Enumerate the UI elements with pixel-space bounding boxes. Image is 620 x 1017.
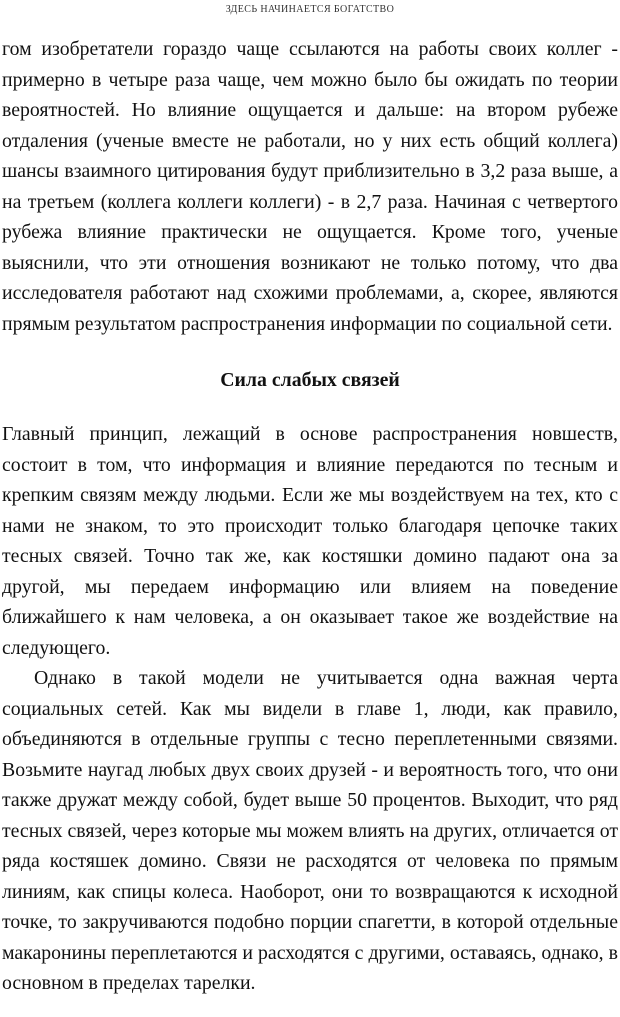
paragraph-2: Однако в такой модели не учитывается одна важная черта социальных сетей. Как мы видели в главе 1, люди, как правило, объединяются в отдельные группы с тесно переплетенными связями. Возьмите наугад любых двух своих друзей - и вероятность того, что они также дружат между собой, будет выше 50 процентов. Выходит, что ряд тесных связей, через которые мы можем влиять на других, отличается от ряда костяшек домино. Связи не расходятся от человека по прямым линиям, как спицы колеса. Наоборот, они то возвращаются к исходной точке, то закручиваются подобно порции спагетти, в которой отдельные макаронины переплетаются и расходятся с другими, оставаясь, однако, в основном в пределах тарелки. (2, 667, 618, 994)
paragraph-continuation: гом изобретатели гораздо чаще ссылаются на работы своих коллег - примерно в четыре раза чаще, чем можно было бы ожидать по теории вероятностей. Но влияние ощущается и дальше: на втором рубеже отдаления (ученые вместе не работали, но у них есть общий коллега) шансы взаимного цитирования будут приблизительно в 3,2 раза выше, а на третьем (коллега коллеги коллеги) - в 2,7 раза. Начиная с четвертого рубежа влияние практически не ощущается. Кроме того, ученые выяснили, что эти отношения возникают не только потому, что два исследователя работают над схожими проблемами, а, скорее, являются прямым результатом распространения информации по социальной сети. (2, 38, 618, 335)
paragraph-1: Главный принцип, лежащий в основе распространения новшеств, состоит в том, что информация и влияние передаются по тесным и крепким связям между людьми. Если же мы воздействуем на тех, кто с нами не знаком, то это происходит только благодаря цепочке таких тесных связей. Точно так же, как костяшки домино падают она за другой, мы передаем информацию или влияем на поведение ближайшего к нам человека, а он оказывает такое же воздействие на следующего. (2, 423, 618, 659)
section-heading: Сила слабых связей (220, 369, 400, 391)
running-head: ЗДЕСЬ НАЧИНАЕТСЯ БОГАТСТВО (225, 4, 395, 15)
